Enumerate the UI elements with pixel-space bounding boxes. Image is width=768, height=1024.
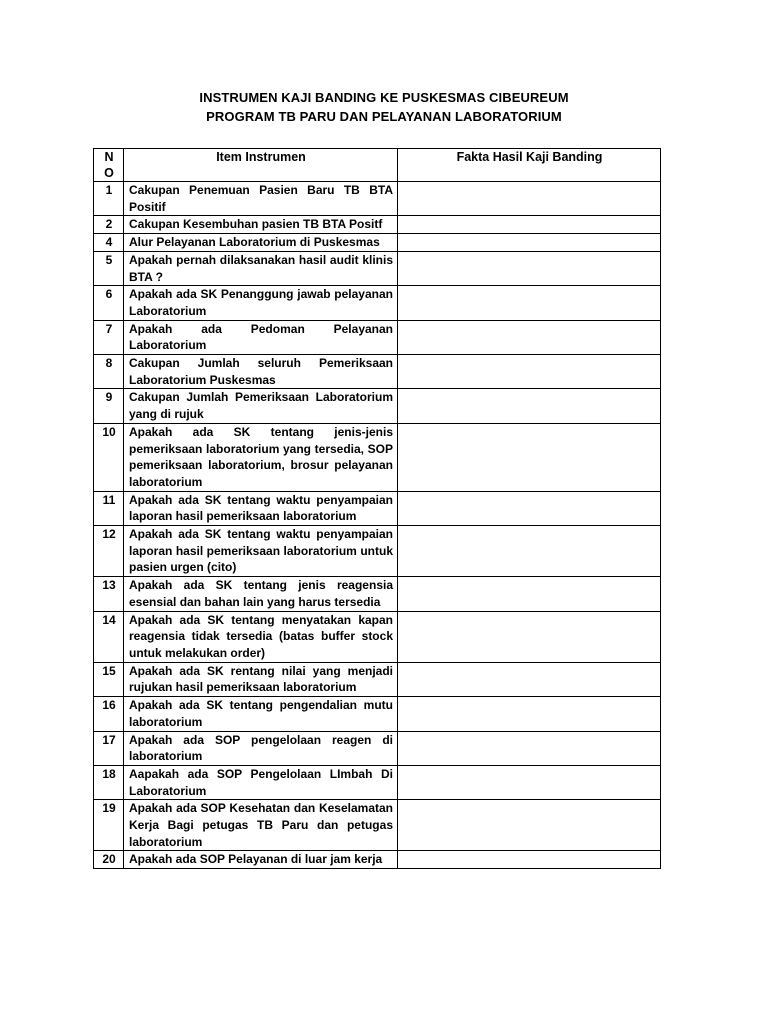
row-item-instrumen: Apakah pernah dilaksanakan hasil audit klinis BTA ? [124, 251, 398, 285]
instrument-table-head [94, 149, 661, 182]
document-header [0, 88, 768, 126]
document-title: INSTRUMEN KAJI BANDING KE PUSKESMAS CIBEUREUM [199, 90, 569, 105]
row-fakta-hasil [398, 216, 661, 234]
row-number: 15 [94, 662, 124, 696]
table-row [94, 800, 661, 851]
row-item-instrumen: Apakah ada SK tentang menyatakan kapan reagensia tidak tersedia (batas buffer stock untuk melakukan order) [124, 611, 398, 662]
row-number: 1 [94, 182, 124, 216]
header-row [94, 149, 661, 182]
row-item-instrumen: Cakupan Penemuan Pasien Baru TB BTA Positif [124, 182, 398, 216]
row-item-instrumen: Apakah ada SK tentang jenis-jenis pemeriksaan laboratorium yang tersedia, SOP pemeriksaan laboratorium, brosur pelayanan laboratorium [124, 423, 398, 491]
row-fakta-hasil [398, 731, 661, 765]
table-row [94, 697, 661, 731]
header-item-instrumen: Item Instrumen [124, 149, 398, 182]
row-item-instrumen: Cakupan Jumlah Pemeriksaan Laboratorium yang di rujuk [124, 389, 398, 423]
row-number: 13 [94, 577, 124, 611]
row-fakta-hasil [398, 851, 661, 869]
row-fakta-hasil [398, 662, 661, 696]
row-item-instrumen: Apakah ada SK Penanggung jawab pelayanan Laboratorium [124, 286, 398, 320]
table-row [94, 662, 661, 696]
table-row [94, 389, 661, 423]
row-item-instrumen: Aapakah ada SOP Pengelolaan LImbah Di Laboratorium [124, 765, 398, 799]
table-row [94, 731, 661, 765]
row-fakta-hasil [398, 355, 661, 389]
row-number: 12 [94, 526, 124, 577]
table-row [94, 182, 661, 216]
row-item-instrumen: Cakupan Kesembuhan pasien TB BTA Positf [124, 216, 398, 234]
row-fakta-hasil [398, 526, 661, 577]
table-row [94, 851, 661, 869]
row-fakta-hasil [398, 234, 661, 252]
row-number: 8 [94, 355, 124, 389]
table-row [94, 286, 661, 320]
row-item-instrumen: Apakah ada SK tentang waktu penyampaian laporan hasil pemeriksaan laboratorium [124, 491, 398, 525]
row-item-instrumen: Apakah ada Pedoman Pelayanan Laboratorium [124, 320, 398, 354]
row-number: 4 [94, 234, 124, 252]
header-no-line2: O [104, 166, 114, 180]
row-fakta-hasil [398, 251, 661, 285]
row-fakta-hasil [398, 765, 661, 799]
row-fakta-hasil [398, 320, 661, 354]
table-row [94, 234, 661, 252]
row-item-instrumen: Apakah ada SK tentang pengendalian mutu laboratorium [124, 697, 398, 731]
row-number: 18 [94, 765, 124, 799]
table-row [94, 491, 661, 525]
row-number: 5 [94, 251, 124, 285]
row-number: 10 [94, 423, 124, 491]
row-item-instrumen: Apakah ada SK rentang nilai yang menjadi rujukan hasil pemeriksaan laboratorium [124, 662, 398, 696]
row-fakta-hasil [398, 800, 661, 851]
row-item-instrumen: Alur Pelayanan Laboratorium di Puskesmas [124, 234, 398, 252]
table-row [94, 765, 661, 799]
header-no [94, 149, 124, 182]
row-item-instrumen: Apakah ada SOP Pelayanan di luar jam kerja [124, 851, 398, 869]
row-number: 2 [94, 216, 124, 234]
row-item-instrumen: Apakah ada SOP Kesehatan dan Keselamatan Kerja Bagi petugas TB Paru dan petugas laboratorium [124, 800, 398, 851]
table-row [94, 423, 661, 491]
row-item-instrumen: Cakupan Jumlah seluruh Pemeriksaan Laboratorium Puskesmas [124, 355, 398, 389]
instrument-table-body [94, 182, 661, 869]
instrument-table [93, 148, 661, 869]
row-number: 7 [94, 320, 124, 354]
row-fakta-hasil [398, 491, 661, 525]
row-fakta-hasil [398, 611, 661, 662]
row-number: 19 [94, 800, 124, 851]
table-row [94, 355, 661, 389]
row-number: 16 [94, 697, 124, 731]
row-fakta-hasil [398, 697, 661, 731]
table-row [94, 577, 661, 611]
table-row [94, 611, 661, 662]
row-number: 14 [94, 611, 124, 662]
table-row [94, 526, 661, 577]
document-subtitle: PROGRAM TB PARU DAN PELAYANAN LABORATORIUM [206, 109, 562, 124]
table-row [94, 320, 661, 354]
row-number: 9 [94, 389, 124, 423]
row-fakta-hasil [398, 286, 661, 320]
row-number: 17 [94, 731, 124, 765]
row-fakta-hasil [398, 577, 661, 611]
row-number: 6 [94, 286, 124, 320]
header-fakta-hasil: Fakta Hasil Kaji Banding [398, 149, 661, 182]
table-row [94, 216, 661, 234]
row-fakta-hasil [398, 182, 661, 216]
row-item-instrumen: Apakah ada SK tentang jenis reagensia esensial dan bahan lain yang harus tersedia [124, 577, 398, 611]
row-fakta-hasil [398, 423, 661, 491]
header-no-line1: N [104, 150, 114, 164]
row-number: 20 [94, 851, 124, 869]
row-fakta-hasil [398, 389, 661, 423]
row-item-instrumen: Apakah ada SK tentang waktu penyampaian laporan hasil pemeriksaan laboratorium untuk pasien urgen (cito) [124, 526, 398, 577]
row-item-instrumen: Apakah ada SOP pengelolaan reagen di laboratorium [124, 731, 398, 765]
row-number: 11 [94, 491, 124, 525]
table-row [94, 251, 661, 285]
